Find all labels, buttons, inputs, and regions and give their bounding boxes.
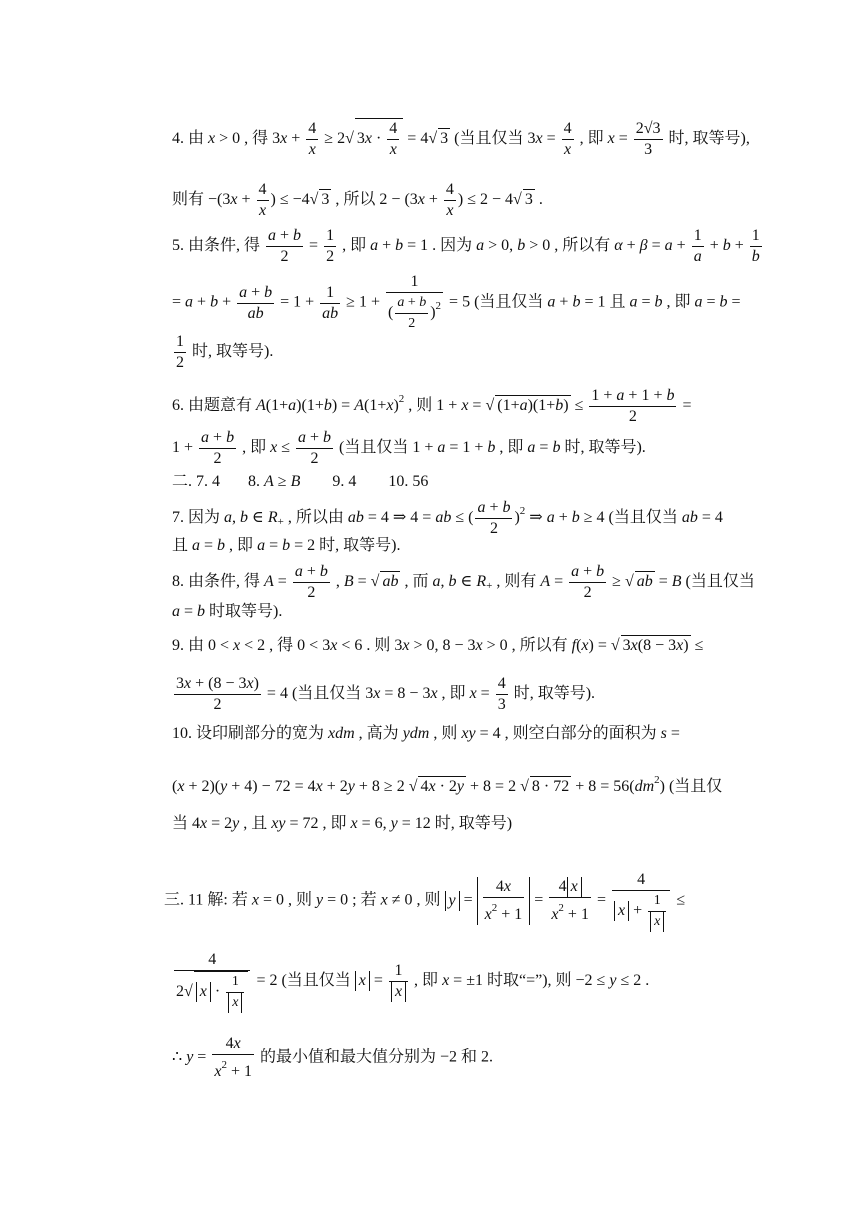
problem-9-line-2: $\frac{3x + (8 - 3x)}{2}$ = 4 (当且仅当 3x = 8 − 3x , 即 x = $\frac{4}{3}$ 时, 取等号). bbox=[176, 675, 596, 713]
problem-9-line-1: 9. 由 0 < x < 2 , 得 0 < 3x < 6 . 则 3x > 0, 8 − 3x > 0 , 所以有 f(x) = √ 3x(8 − 3x) ≤ bbox=[172, 637, 704, 654]
problem-7-line-2: 且 a = b , 即 a = b = 2 时, 取等号). bbox=[172, 537, 401, 554]
problem-8-line-1: 8. 由条件, 得 A = $\frac{a + b}{2}$ , B = √ ab , 而 a, b ∈ $R_+$ , 则有 A = $\frac{a + b}{2}$ ≥ √ ab = B (当且仅当 bbox=[172, 563, 755, 601]
problem-10-line-2: (x + 2)(y + 4) − 72 = 4x + 2y + 8 ≥ 2 √ 4x · 2y + 8 = 2 √ $8 \cdot 72 + 8 = 56(dm^2)$ (当且仅 bbox=[172, 774, 723, 795]
answers-line: 二. 7. 4 8. A ≥ B 9. 4 10. 56 bbox=[172, 473, 429, 490]
problem-6-line-2: 1 + $\frac{a + b}{2}$ , 即 x ≤ $\frac{a + b}{2}$ (当且仅当 1 + a = 1 + b , 即 a = b 时, 取等号). bbox=[172, 429, 646, 467]
problem-5-line-1: 5. 由条件, 得 $\frac{a + b}{2}$ = $\frac{1}{2}$ , 即 a + b = 1 . 因为 a > 0, b > 0 , 所以有 α + β = a + $\frac{1}{a}$ + b + $\frac{1}{b}$ bbox=[172, 227, 760, 265]
problem-11-line-3: ∴ y = $\frac{4x}{x^2 + 1}$ 的最小值和最大值分别为 −2 和 2. bbox=[172, 1035, 493, 1080]
problem-7-line-1: 7. 因为 a, b ∈ $R_+$ , 所以由 ab = 4 ⇒ 4 = ab ≤ ( $\frac{a + b}{2}$ )$^2$ ⇒ a + b ≥ 4 (当且仅当 ab = 4 bbox=[172, 499, 723, 537]
problem-10-line-1: 10. 设印刷部分的宽为 xdm , 高为 ydm , 则 xy = 4 , 则空白部分的面积为 s = bbox=[172, 725, 680, 742]
problem-6-line-1: 6. 由题意有 $A(1+a)(1+b) = A(1+x)^2$ , 则 1 + x = √ (1+a)(1+b) ≤ $\frac{1 + a + 1 + b}{2}$ = bbox=[172, 387, 692, 425]
problem-4-line-1: 4. 由 x > 0 , 得 3x + $\frac{4}{x}$ ≥ 2√ 3x · $\frac{4}{x}$ = 4√ 3 (当且仅当 3x = $\frac{4}{x}$ , 即 x = $\frac{2√3}{3}$ 时, 取等号), bbox=[172, 120, 750, 158]
problem-8-line-2: a = b 时取等号). bbox=[172, 603, 283, 620]
problem-5-line-2: = a + b + $\frac{a + b}{ab}$ = 1 + $\frac{1}{ab}$ ≥ 1 + 1 ( $\frac{a + b}{2}$ )$^2$ = 5 (当且仅当 a + b = 1 且 a = b , 即 a = b = bbox=[172, 273, 741, 331]
problem-5-line-3: $\frac{1}{2}$ 时, 取等号). bbox=[176, 333, 274, 371]
problem-11-line-1: 三. 11 解: 若 x = 0 , 则 y = 0 ; 若 x ≠ 0 , 则 y = $\frac{4x}{x^2 + 1}$ = $\frac{4 x}{x^2 + 1}$ = 4 x + $\frac{1}{x}$ ≤ bbox=[164, 870, 685, 932]
problem-11-line-2: 4 2√ x · $\frac{1}{x}$ = 2 (当且仅当 x = $\frac{1}{x}$ , 即 x = ±1 时取“=”), 则 −2 ≤ y ≤ 2 . bbox=[172, 950, 649, 1013]
problem-4-line-2: 则有 −(3x + $\frac{4}{x}$ ) ≤ −4√ 3 , 所以 2 − (3x + $\frac{4}{x}$ ) ≤ 2 − 4√ 3 . bbox=[172, 181, 543, 219]
problem-10-line-3: 当 4x = 2y , 且 xy = 72 , 即 x = 6, y = 12 时, 取等号) bbox=[172, 815, 513, 832]
